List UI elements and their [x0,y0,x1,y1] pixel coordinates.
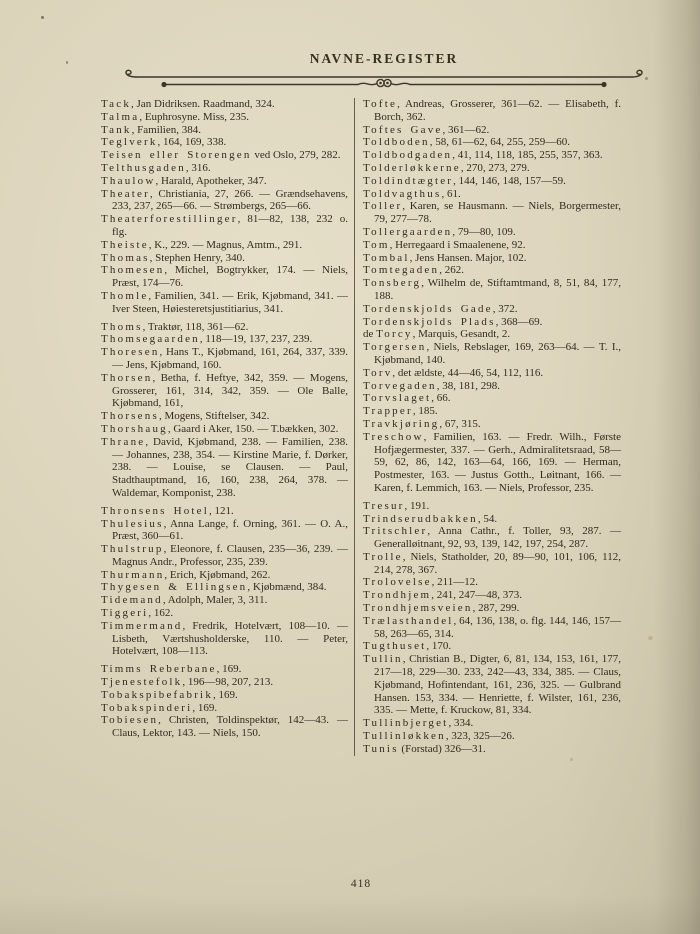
page-bottom-shadow [0,894,700,934]
index-entry [101,505,348,518]
entry-headword: Tobiesen [101,714,159,727]
index-entry [363,264,621,277]
entry-text: , 38, 181, 298. [436,379,501,392]
entry-headword: Tobakspibefabrik [101,688,214,701]
entry-text: , 169. [216,663,242,676]
entry-headword: Trondhjem [363,589,432,602]
entry-text: , Gaard i Aker, 150. — T.bækken, 302. [167,422,339,435]
entry-text: , 118—19, 137, 237, 239. [199,333,313,346]
entry-text: , 61. [441,187,461,200]
entry-prefix: de [363,328,377,341]
paper-speck [570,758,573,761]
entry-text: , 241, 247—48, 373. [431,589,523,602]
index-entry [101,213,348,239]
index-entry [101,607,348,620]
entry-headword: Trondhjemsveien [363,602,473,615]
index-entry [363,367,621,380]
index-entry [363,277,621,303]
entry-text: , Michel, Bogtrykker, 174. — Niels, Præst, 174—76. [112,264,348,290]
entry-text: , Adolph, Maler, 3, 311. [162,594,268,607]
page-title: NAVNE-REGISTER [309,51,459,66]
entry-text: , David, Kjøbmand, 238. — Familien, 238. — Johannes, 238, 354. — Kirstine Marie, f. Dørker, 238. — Louise, se Clausen. — Paul, Stadthauptmand, 16, 160, 238, 264, 378. — Waldemar, Komponist, 238. [112,435,348,499]
entry-headword: Tobakspinderi [101,701,193,714]
entry-text: , Fredrik, Hotelvært, 108—10. — Lisbeth, Værtshusholderske, 110. — Peter, Hotelvært, 108—113. [112,619,348,658]
entry-headword: Torcy [376,328,413,341]
index-entry [363,124,621,137]
entry-headword: Tunis [363,742,399,755]
entry-text: , 170. [426,640,452,653]
index-entry [363,405,621,418]
index-entry [363,98,621,124]
index-entry [363,717,621,730]
index-entry [101,676,348,689]
entry-text: , Niels, Statholder, 20, 89—90, 101, 106, 112, 214, 278, 367. [374,550,621,576]
entry-headword: Thomsegaarden [101,333,200,346]
entry-text: , 58, 61—62, 64, 255, 259—60. [429,136,570,149]
index-entry [363,653,621,717]
entry-text: , 372. [492,302,518,315]
entry-headword: Toldbodgaden [363,149,453,162]
entry-text: , 196—98, 207, 213. [182,676,274,689]
entry-headword: Tordenskjolds Gade [363,302,493,315]
entry-text: , 67, 315. [439,417,481,430]
entry-headword: Travkjøring [363,417,440,430]
index-entry [363,743,621,756]
entry-headword: Toldindtægter [363,174,454,187]
index-entry [363,525,621,551]
entry-headword: Tjenestefolk [101,676,183,689]
entry-text: , Familien, 163. — Fredr. Wilh., Første Hofjægermester, 337. — Gerh., Admiralitetsraad, 58—59, 62, 86, 142, 163—64, 166, 169. — Herman, Postmester, 163. — Justus Gotth., Løitnant, 166. — Karen, f. Lemmich, 163. — Niels, Professor, 235. [374,430,621,494]
index-entry [363,500,621,513]
entry-text: , Eleonore, f. Clausen, 235—36, 239. — Magnus Andr., Professor, 235, 239. [112,543,348,568]
entry-text: , Karen, se Hausmann. — Niels, Borgermester, 79, 277—78. [374,200,621,226]
entry-headword: Torgersen [363,341,427,354]
entry-headword: Thorshaug [101,422,168,435]
entry-headword: Thulstrup [101,543,164,556]
entry-text: , 361—62. [442,123,490,136]
entry-headword: Tresur [363,499,405,512]
entry-text: , Familien, 384. [131,123,201,136]
index-entry [101,594,348,607]
entry-headword: Trolovelse [363,576,432,589]
entry-text: , Hans T., Kjøbmand, 161, 264, 337, 339. — Jens, Kjøbmand, 160. [112,346,348,371]
entry-text: , 164, 169, 338. [157,136,227,149]
index-entry [101,663,348,676]
entry-headword: Thrane [101,435,146,448]
entry-text: , Jens Hansen. Major, 102. [409,251,527,264]
entry-headword: Tonsberg [363,277,422,290]
index-entry [101,333,348,346]
entry-text: , 262. [439,264,464,277]
entry-text: , 211—12. [431,576,478,589]
index-entry [101,321,348,334]
header-ornament-rule [118,68,650,96]
entry-headword: Trindserudbakken [363,512,478,525]
paper-stain [648,636,653,640]
index-entry [363,730,621,743]
entry-text: , 169. [213,688,238,701]
entry-text: , det ældste, 44—46, 54, 112, 116. [392,366,544,379]
index-entry [101,689,348,702]
entry-text: , 81—82, 138, 232 o. flg. [112,213,348,238]
index-entry [363,513,621,526]
entry-text: , Niels, Rebslager, 169, 263—64. — T. I., Kjøbmand, 140. [374,341,621,366]
entry-text: , Familien, 341. — Erik, Kjøbmand, 341. — Iver Steen, Høiesteretsjustitiarius, 341. [112,289,348,315]
entry-text: , K., 229. — Magnus, Amtm., 291. [148,238,303,251]
index-entry [363,380,621,393]
page-edge-shadow [654,0,700,934]
index-entry [101,136,348,149]
entry-text: , Jan Didriksen. Raadmand, 324. [131,98,275,110]
entry-headword: Toller [363,200,403,213]
index-entry [101,620,348,658]
entry-text: , 323, 325—26. [445,730,515,743]
index-entry [363,175,621,188]
entry-headword: Torvegaden [363,379,437,392]
entry-headword: Tombal [363,251,410,264]
index-entry [363,576,621,589]
entry-headword: Teisen eller Storengen [101,149,252,162]
entry-headword: Thygesen & Ellingsen [101,581,248,594]
entry-text: , 162. [148,607,174,620]
index-entry [101,290,348,316]
index-entry [101,124,348,137]
index-entry [101,264,348,290]
index-entry [101,111,348,124]
index-entry [363,149,621,162]
column-right [354,98,621,756]
entry-text: , 287, 299. [472,602,520,615]
entry-headword: Tritschler [363,525,428,538]
entry-headword: Thulesius [101,517,164,530]
entry-headword: Tugthuset [363,640,427,653]
entry-headword: Thoms [101,320,143,333]
entry-headword: Thaulow [101,174,156,187]
index-entry [101,372,348,410]
index-entry [101,175,348,188]
entry-text: , 169. [192,701,218,714]
index-columns [101,98,621,756]
entry-text: , 64, 136, 138, o. flg. 144, 146, 157—58, 263—65, 314. [374,614,621,640]
entry-text: , Christen, Toldinspektør, 142—43. — Claus, Lektor, 143. — Niels, 150. [112,714,348,740]
entry-headword: Timms Reberbane [101,663,217,676]
entry-headword: Tack [101,98,132,110]
entry-text: , Anna Lange, f. Orning, 361. — O. A., Præst, 360—61. [112,517,348,543]
index-entry [363,551,621,577]
index-entry [363,188,621,201]
entry-headword: Thurmann [101,568,165,581]
entry-headword: Thomas [101,251,150,264]
index-entry [101,423,348,436]
entry-headword: Telthusgaden [101,161,186,174]
index-entry [363,303,621,316]
entry-text: , Christian B., Digter, 6, 81, 134, 153, 161, 177, 217—18, 229—30. 233, 242—43, 334, 385. — Claus, Kjøbmand, Hofintendant, 161, 236, 325. — Gulbrand Hansen. 153, 334. — Henriette, f. Wilster, 161, 236, 335. — Mette, f. Kruckow, 81, 334. [374,653,621,717]
entry-headword: Talma [101,110,140,123]
entry-text: , 270, 273, 279. [460,161,530,174]
index-entry [363,200,621,226]
entry-headword: Tordenskjolds Plads [363,315,496,328]
entry-headword: Tollergaarden [363,225,453,238]
entry-text: , Christiania, 27, 266. — Grændsehavens, 233, 237, 265—66. — Strømbergs, 265—66. [112,187,348,213]
entry-headword: Thronsens Hotel [101,504,210,517]
entry-text: , Erich, Kjøbmand, 262. [164,568,271,581]
entry-headword: Thorsens [101,410,159,423]
index-entry [101,581,348,594]
entry-text: , 54. [477,512,498,525]
column-left [101,98,354,756]
index-entry [363,328,621,341]
index-entry [363,392,621,405]
entry-headword: Torvslaget [363,392,432,405]
paper-speck [66,61,68,64]
entry-text: (Forstad) 326—31. [398,742,486,755]
entry-text: , 66. [431,392,451,405]
index-entry [101,149,348,162]
index-entry [101,410,348,423]
index-entry [101,543,348,569]
entry-text: ved Oslo, 279, 282. [251,149,341,162]
entry-headword: Tiggeri [101,607,149,620]
entry-text: , Kjøbmænd, 384. [247,581,327,594]
index-entry [101,239,348,252]
entry-headword: Thomle [101,289,149,302]
entry-text: , Euphrosyne. Miss, 235. [139,110,250,123]
entry-headword: Toldboden [363,136,430,149]
paper-speck [41,16,44,19]
entry-headword: Tullin [363,653,403,666]
entry-text: , 334. [448,717,474,730]
index-entry [101,569,348,582]
index-entry [101,162,348,175]
entry-text: , Stephen Henry, 340. [149,251,245,264]
entry-text: , 191. [404,499,430,512]
entry-text: , Marquis, Gesandt, 2. [412,328,511,341]
index-entry [363,615,621,641]
entry-headword: Teglverk [101,136,158,149]
index-entry [363,239,621,252]
entry-headword: Theaterforestillinger [101,213,238,226]
entry-headword: Trapper [363,405,413,418]
entry-text: , Anna Cathr., f. Toller, 93, 287. — Generalløitnant, 92, 93, 139, 142, 197, 254, 287. [374,525,621,551]
index-entry [363,316,621,329]
index-entry [363,226,621,239]
page-header [118,51,650,96]
index-entry [101,252,348,265]
entry-text: , 316. [185,161,211,174]
index-entry [101,702,348,715]
entry-headword: Tomtegaden [363,264,440,277]
entry-headword: Trælasthandel [363,614,454,627]
index-entry [101,188,348,214]
entry-headword: Tom [363,238,390,251]
entry-headword: Toldvagthus [363,187,442,200]
entry-headword: Thoresen [101,346,160,359]
index-entry [363,252,621,265]
entry-headword: Trolle [363,550,403,563]
entry-text: , 144, 146, 148, 157—59. [453,174,566,187]
entry-headword: Timmermand [101,619,183,632]
index-entry [101,436,348,500]
entry-text: , Betha, f. Heftye, 342, 359. — Mogens, Grosserer, 161, 314, 342, 359. — Ole Balle, Kjøbmand, 161, [112,371,348,410]
entry-text: , Mogens, Stiftelser, 342. [158,410,270,423]
entry-text: , 368—69. [495,315,543,328]
index-entry [101,346,348,372]
entry-headword: Theater [101,187,150,200]
entry-text: , 121. [209,504,234,517]
entry-text: , 79—80, 109. [452,225,516,238]
entry-headword: Thomesen [101,264,165,277]
index-entry [363,162,621,175]
index-entry [101,714,348,740]
index-entry [363,589,621,602]
entry-headword: Torv [363,366,393,379]
entry-text: , Wilhelm de, Stiftamtmand, 8, 51, 84, 177, 188. [374,277,621,302]
entry-text: , Traktør, 118, 361—62. [142,320,249,333]
entry-text: , 41, 114, 118, 185, 255, 357, 363. [452,149,603,162]
entry-headword: Theiste [101,238,149,251]
entry-headword: Tullinbjerget [363,717,449,730]
page-number: 418 [350,878,372,890]
entry-headword: Tullinløkken [363,730,446,743]
entry-headword: Tidemand [101,594,163,607]
index-entry [363,341,621,367]
index-entry [101,98,348,111]
index-entry [363,602,621,615]
index-entry [363,136,621,149]
index-entry [101,518,348,544]
entry-headword: Thorsen [101,371,153,384]
entry-headword: Tolderløkkerne [363,161,461,174]
entry-text: , Herregaard i Smaalenene, 92. [389,238,526,251]
index-entry [363,640,621,653]
entry-text: , 185. [412,405,438,418]
entry-headword: Toftes Gave [363,123,443,136]
entry-headword: Tank [101,123,132,136]
index-entry [363,431,621,495]
entry-headword: Treschow [363,430,424,443]
entry-headword: Tofte [363,98,398,110]
index-entry [363,418,621,431]
entry-text: , Andreas, Grosserer, 361—62. — Elisabeth, f. Borch, 362. [374,98,621,123]
entry-text: , Harald, Apotheker, 347. [155,174,267,187]
